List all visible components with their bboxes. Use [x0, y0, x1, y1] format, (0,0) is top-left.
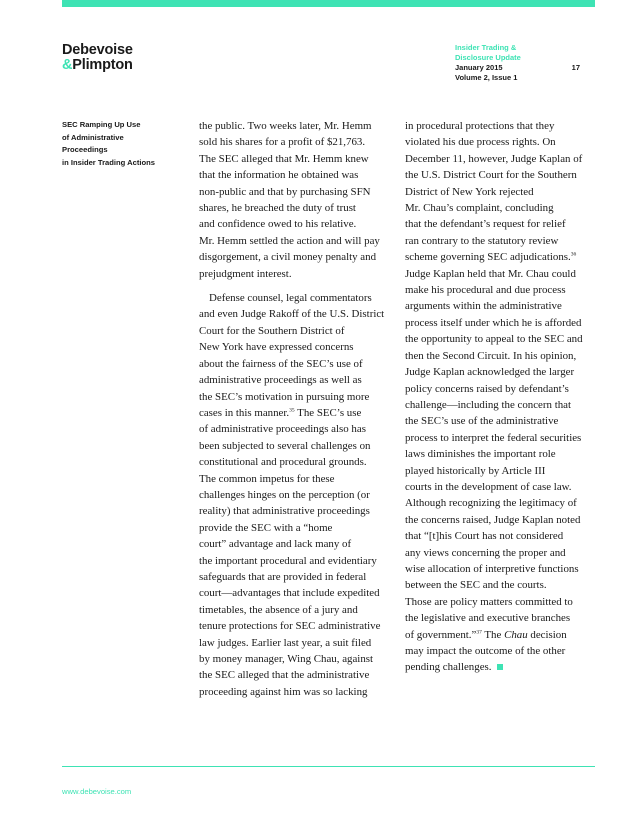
case-name-italic: Chau	[504, 628, 528, 641]
body-column-1	[199, 118, 387, 700]
publication-volume: Volume 2, Issue 1	[455, 73, 518, 82]
logo-line-2	[62, 58, 133, 73]
footnote-ref-36[interactable]: 36	[570, 251, 577, 258]
paragraph-chau	[405, 118, 593, 676]
page-number: 17	[571, 63, 580, 72]
body-column-2	[405, 118, 593, 676]
paragraph-text: Judge Kaplan held that Mr. Chau could make his procedural and due process arguments within the administrative process itself under which he is afforded the opportunity to appeal to the SEC and then the Second Circuit. In his opinion, Judge Kaplan acknowledged the larger policy concerns raised by defendant’s challenge—including the concern that the SEC’s use of the administrative process to interpret the federal securities laws diminishes the important role played historically by Article III courts in the development of case law. Although recognizing the legitimacy of the concerns raised, Judge Kaplan noted that “[t]his Court has not considered any views concerning the proper and wise allocation of interpretive functions between the SEC and the courts. Those are policy matters committed to the legislative and executive branches of government.”	[405, 267, 583, 641]
paragraph-defense-counsel	[199, 290, 387, 700]
footer-website-link[interactable]: www.debevoise.com	[62, 787, 132, 796]
section-title	[62, 119, 182, 169]
firm-logo[interactable]	[62, 43, 133, 73]
publication-title-line-1: Insider Trading &	[455, 43, 517, 52]
logo-line-1: Debevoise	[62, 42, 133, 58]
paragraph-text: Defense counsel, legal commentators and even Judge Rakoff of the U.S. District Court for the Southern District of New York have expressed concerns about the fairness of the SEC’s use of administrative proceedings as well as the SEC’s motivation in pursuing more cases in this manner.	[199, 292, 385, 419]
top-accent-bar	[62, 0, 595, 7]
end-of-article-mark	[497, 664, 503, 670]
paragraph-text: The	[481, 628, 505, 641]
paragraph-hemm: the public. Two weeks later, Mr. Hemm sold his shares for a profit of $21,763. The SEC alleged that Mr. Hemm knew that the information he obtained was non-public and that by purchasing SFN shares, he breached the duty of trust and confidence owed to his relative. Mr. Hemm settled the action and will pay disgorgement, a civil money penalty and prejudgment interest.	[199, 120, 380, 280]
publication-title-line-2: Disclosure Update	[455, 53, 521, 62]
publication-info	[455, 43, 595, 83]
logo-ampersand: &	[62, 57, 73, 73]
paragraph-text: The SEC’s use of administrative proceedings also has been subjected to several challenges on constitutional and procedural grounds. The common impetus for these challenges hinges on the perception (or reality) that administrative proceedings provide the SEC with a “home court” advantage and lack many of the important procedural and evidentiary safeguards that are provided in federal court—advantages that include expedited timetables, the absence of a jury and tenure protections for SEC administrative law judges. Earlier last year, a suit filed by money manager, Wing Chau, against the SEC alleged that the administrative proceeding against him was so lacking	[199, 406, 381, 698]
footnote-ref-35[interactable]: 35	[289, 407, 295, 414]
logo-line-2-text: Plimpton	[72, 57, 133, 73]
footnote-ref-37[interactable]: 37	[476, 628, 482, 635]
paragraph-text: in procedural protections that they violated his due process rights. On December 11, however, Judge Kaplan of the U.S. District Court for the Southern District of New York rejected Mr. Chau’s complaint, concluding that the defendant’s request for relief ran contrary to the statutory review scheme governing SEC adjudications.	[405, 120, 583, 264]
footer-divider	[62, 766, 595, 767]
paragraph-text: decision may impact the outcome of the other pending challenges.	[405, 628, 567, 674]
section-title-text: SEC Ramping Up Use of Administrative Proceedings in Insider Trading Actions	[62, 120, 155, 167]
publication-date: January 2015	[455, 63, 503, 72]
